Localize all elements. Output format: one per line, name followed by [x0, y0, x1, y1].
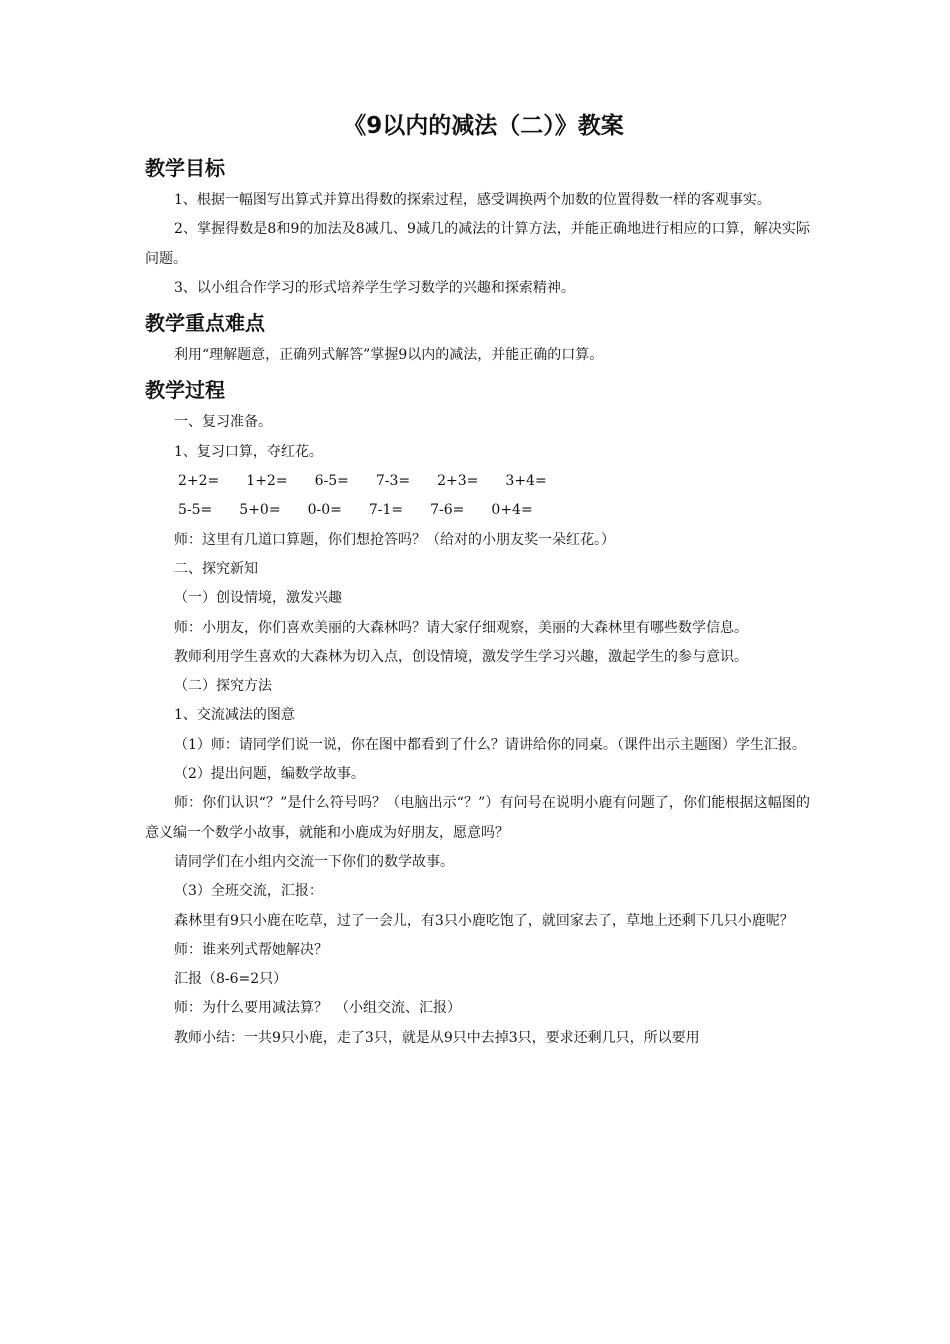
review-title: 一、复习准备。 — [174, 414, 272, 431]
calc-item: 6-5= — [314, 473, 349, 490]
step-2-group: 请同学们在小组内交流一下你们的数学故事。 — [174, 853, 454, 870]
calc-item: 5-5= — [178, 502, 213, 519]
goal-item-3: 3、以小组合作学习的形式培养学生学习数学的兴趣和探索精神。 — [174, 279, 575, 296]
review-item: 1、复习口算，夺红花。 — [174, 443, 323, 460]
calc-item: 3+4= — [505, 473, 547, 490]
calc-item: 7-3= — [375, 473, 411, 490]
process-heading: 教学过程 — [145, 378, 225, 403]
calc-item: 7-1= — [368, 502, 404, 519]
sub1-note: 教师利用学生喜欢的大森林为切入点，创设情境，激发学生学习兴趣，激起学生的参与意识。 — [174, 648, 748, 665]
goals-heading: 教学目标 — [145, 156, 225, 180]
key-points-text: 利用“理解题意，正确列式解答”掌握9以内的减法，并能正确的口算。 — [174, 347, 604, 364]
document-title: 《9以内的减法（二）》教案 — [343, 113, 624, 139]
calc-item: 0-0= — [307, 502, 342, 519]
sub1-title: （一）创设情境，激发兴趣 — [174, 590, 342, 607]
step-1: （1）师：请同学们说一说，你在图中都看到了什么？请讲给你的同桌。（课件出示主题图）学生汇报。 — [174, 736, 806, 753]
key-points-heading: 教学重点难点 — [145, 311, 265, 336]
story-text: 森林里有9只小鹿在吃草，过了一会儿，有3只小鹿吃饱了，就回家去了，草地上还剩下几只小鹿呢？ — [174, 912, 794, 929]
sub2-item1: 1、交流减法的图意 — [174, 707, 295, 724]
teacher-summary: 教师小结：一共9只小鹿，走了3只，就是从9只中去掉3只，要求还剩几只，所以要用 — [174, 1029, 700, 1046]
teacher-question-3: 师：为什么要用减法算？ （小组交流、汇报） — [174, 1000, 461, 1017]
goal-item-2: 2、掌握得数是8和9的加法及8减几、9减几的减法的计算方法，并能正确地进行相应的口算，解决实际问题。 — [145, 221, 810, 267]
goal-item-1: 1、根据一幅图写出算式并算出得数的探索过程，感受调换两个加数的位置得数一样的客观事实。 — [174, 192, 771, 208]
document-page — [145, 110, 810, 1053]
teacher-question-2: 师：谁来列式帮她解决？ — [174, 941, 328, 958]
explore-title: 二、探究新知 — [174, 560, 258, 577]
step-2-teacher: 师：你们认识“？”是什么符号吗？（电脑出示“？”）有问号在说明小鹿有问题了，你们能根据这幅图的意义编一个数学小故事，就能和小鹿成为好朋友，愿意吗？ — [145, 795, 810, 841]
sub2-title: （二）探究方法 — [174, 678, 272, 695]
calc-row-1 — [145, 467, 810, 496]
calc-row-2 — [145, 496, 810, 525]
calc-item: 0+4= — [491, 502, 533, 519]
step-3: （3）全班交流，汇报： — [174, 883, 323, 900]
calc-item: 1+2= — [246, 473, 288, 490]
calc-item: 2+3= — [437, 473, 479, 490]
calc-item: 7-6= — [430, 502, 465, 519]
teacher-question-1: 师：这里有几道口算题，你们想抢答吗？（给对的小朋友奖一朵红花。） — [174, 531, 615, 548]
sub1-teacher: 师：小朋友，你们喜欢美丽的大森林吗？请大家仔细观察，美丽的大森林里有哪些数学信息。 — [174, 619, 748, 636]
step-2: （2）提出问题，编数学故事。 — [174, 766, 365, 783]
report-text: 汇报（8-6=2只） — [174, 971, 288, 988]
calc-item: 5+0= — [239, 502, 281, 519]
calc-item: 2+2= — [178, 473, 220, 490]
